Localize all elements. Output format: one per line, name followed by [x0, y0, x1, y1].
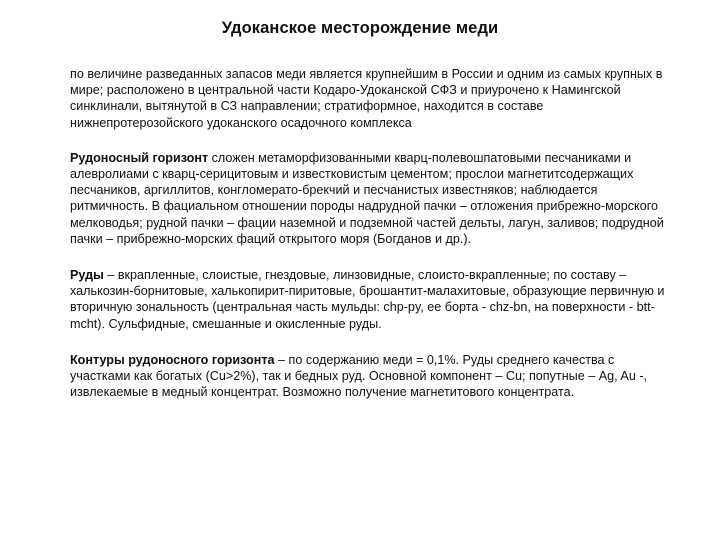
paragraph-ores: [70, 267, 676, 332]
paragraph-ores-text: – вкрапленные, слоистые, гнездовые, линзовидные, слоисто-вкрапленные; по составу – халькозин-борнитовые, халькопирит-пиритовые, брошантит-малахитовые, образующие первичную и вторичную зональность (центральная часть мульды: chp-py, ее борта - chz-bn, на поверхности - btt-mcht). Сульфидные, смешанные и окисленные руды.: [70, 268, 665, 331]
paragraph-ore-horizon: [70, 150, 676, 247]
paragraph-ores-term: Руды: [70, 268, 104, 283]
paragraph-intro: [70, 66, 676, 131]
paragraph-contours-term: Контуры рудоносного горизонта: [70, 352, 275, 367]
paragraph-ore-horizon-term: Рудоносный горизонт: [70, 150, 209, 165]
paragraph-intro-text: по величине разведанных запасов меди является крупнейшим в России и одним из самых крупных в мире; расположено в центральной части Кодаро-Удоканской СФЗ и приурочено к Намингской синклинали, вытянутой в СЗ направлении; стратиформное, находится в составе нижнепротерозойского удоканского осадочного комплекса: [70, 67, 663, 130]
paragraph-contours-text: – по содержанию меди = 0,1%. Руды среднего качества с участками как богатых (Cu>2%), так и бедных руд. Основной компонент – Cu; попутные – Ag, Au -, извлекаемые в медный концентрат. Возможно получение магнетитового концентрата.: [70, 352, 648, 400]
paragraph-ore-horizon-text: сложен метаморфизованными кварц-полевошпатовыми песчаниками и алевролиами с кварц-серицитовым и известковистым цементом; прослои магнетитсодержащих песчаников, аргиллитов, конгломерато-брекчий и песчанистых известняков; наблюдается ритмичность. В фациальном отношении породы надрудной пачки – отложения прибрежно-морского мелководья; рудной пачки – фации наземной и подземной частей дельты, лагун, заливов; подрудной пачки – прибрежно-морских фаций открытого моря (Богданов и др.).: [70, 150, 664, 246]
slide-body: [70, 66, 676, 420]
slide-title: Удоканское месторождение меди: [221, 19, 499, 37]
paragraph-contours: [70, 352, 676, 401]
